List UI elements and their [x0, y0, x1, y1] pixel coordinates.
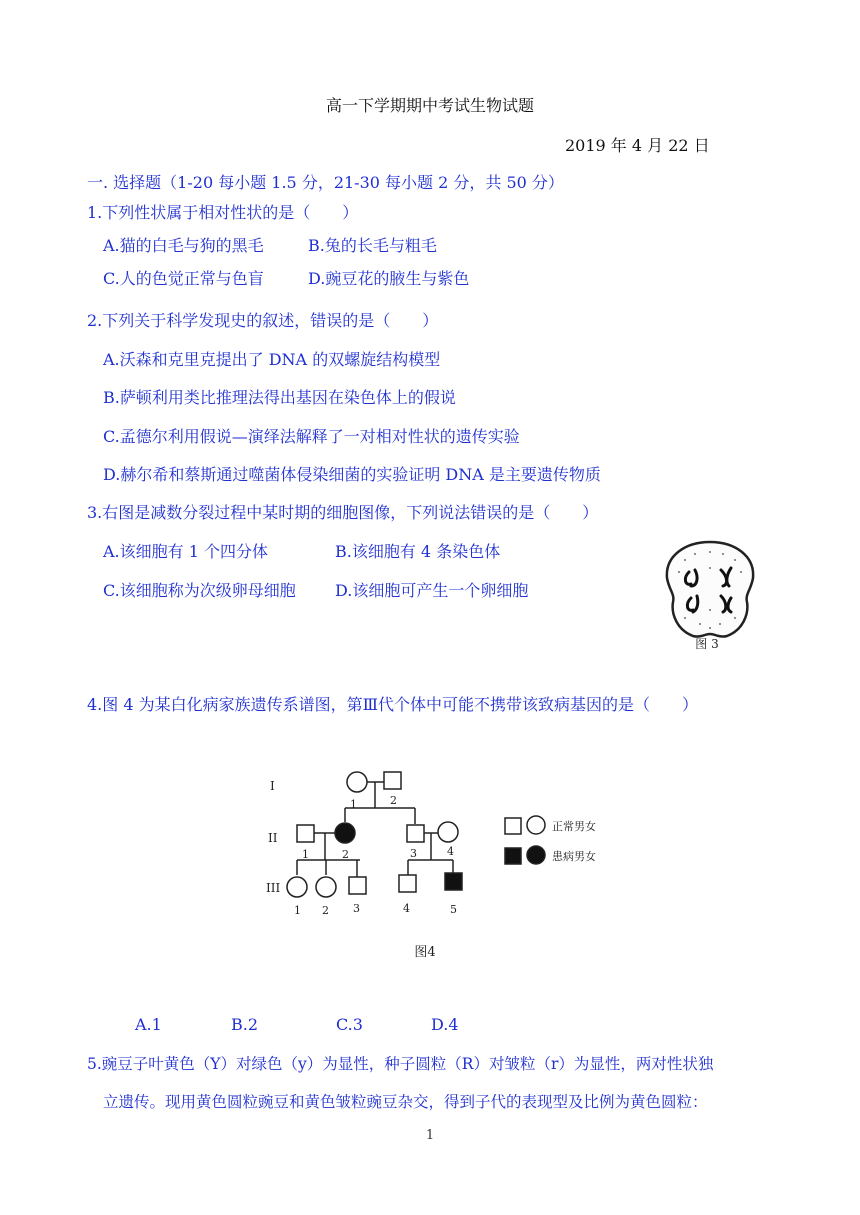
gen3-female-1 [287, 877, 307, 897]
page-number: 1 [425, 1128, 435, 1143]
section-heading: 一. 选择题（1-20 每小题 1.5 分，21-30 每小题 2 分，共 50 分） [87, 173, 564, 192]
generation-label-ii: II [268, 831, 278, 845]
gen3-female-2 [316, 877, 336, 897]
gen2-label-3: 3 [410, 847, 417, 860]
gen3-label-4: 4 [403, 902, 410, 915]
q1-option-b: B.兔的长毛与粗毛 [308, 236, 437, 255]
q3-option-a: A.该细胞有 1 个四分体 [103, 542, 268, 561]
gen3-label-1: 1 [294, 904, 301, 917]
gen3-male-3 [349, 877, 366, 894]
legend-male-affected [505, 848, 521, 864]
q2-stem: 2.下列关于科学发现史的叙述，错误的是（ ） [87, 311, 439, 330]
q4-stem: 4.图 4 为某白化病家族遗传系谱图，第Ⅲ代个体中可能不携带该致病基因的是（ ） [87, 695, 699, 714]
gen2-female-affected-2 [335, 823, 355, 843]
gen1-female-normal [347, 772, 367, 792]
q3-option-c: C.该细胞称为次级卵母细胞 [103, 581, 296, 600]
q5-stem-line2: 立遗传。现用黄色圆粒豌豆和黄色皱粒豌豆杂交，得到子代的表现型及比例为黄色圆粒： [103, 1093, 708, 1111]
q2-option-d: D.赫尔希和蔡斯通过噬菌体侵染细菌的实验证明 DNA 是主要遗传物质 [103, 465, 601, 484]
figure-3-caption: 图 3 [695, 637, 719, 651]
q4-option-a: A.1 [135, 1015, 162, 1034]
q4-option-c: C.3 [336, 1015, 363, 1034]
gen2-label-4: 4 [447, 845, 454, 858]
gen2-label-1: 1 [302, 848, 309, 861]
gen1-label-2: 2 [390, 794, 397, 807]
q2-option-c: C.孟德尔利用假说—演绎法解释了一对相对性状的遗传实验 [103, 427, 520, 446]
generation-label-i: I [270, 779, 275, 793]
legend-normal-label: 正常男女 [552, 820, 596, 833]
gen3-male-affected-5 [445, 873, 462, 890]
q3-option-b: B.该细胞有 4 条染色体 [335, 542, 501, 561]
q1-option-a: A.猫的白毛与狗的黑毛 [103, 236, 264, 255]
q5-stem-line1: 5.豌豆子叶黄色（Y）对绿色（y）为显性，种子圆粒（R）对皱粒（r）为显性，两对性状独 [87, 1055, 714, 1073]
gen2-male-normal-1 [297, 825, 314, 842]
legend-female-normal [527, 816, 545, 834]
q2-option-b: B.萨顿利用类比推理法得出基因在染色体上的假说 [103, 388, 456, 407]
gen2-male-normal-3 [407, 825, 424, 842]
gen3-label-2: 2 [322, 904, 329, 917]
q3-stem: 3.右图是减数分裂过程中某时期的细胞图像，下列说法错误的是（ ） [87, 503, 599, 522]
generation-label-iii: III [266, 881, 281, 895]
q2-option-a: A.沃森和克里克提出了 DNA 的双螺旋结构模型 [103, 350, 441, 369]
pedigree-figure [260, 760, 620, 960]
gen3-label-3: 3 [353, 902, 360, 915]
q3-option-d: D.该细胞可产生一个卵细胞 [335, 581, 529, 600]
q4-option-d: D.4 [431, 1015, 459, 1034]
legend-affected-label: 患病男女 [552, 850, 596, 863]
exam-date: 2019 年 4 月 22 日 [565, 136, 710, 155]
figure-4-caption: 图4 [414, 945, 436, 960]
q4-option-b: B.2 [231, 1015, 259, 1034]
legend-male-normal [505, 818, 521, 834]
gen3-label-5: 5 [450, 903, 457, 916]
page-title: 高一下学期期中考试生物试题 [325, 96, 534, 115]
gen2-female-normal-4 [438, 822, 458, 842]
cell-division-figure [655, 538, 765, 653]
gen1-male-normal [384, 772, 401, 789]
gen3-male-4 [399, 875, 416, 892]
q1-option-d: D.豌豆花的腋生与紫色 [308, 269, 470, 288]
gen1-label-1: 1 [350, 798, 357, 811]
q1-option-c: C.人的色觉正常与色盲 [103, 269, 264, 288]
q1-stem: 1.下列性状属于相对性状的是（ ） [87, 203, 359, 222]
legend-female-affected [527, 846, 545, 864]
gen2-label-2: 2 [342, 848, 349, 861]
